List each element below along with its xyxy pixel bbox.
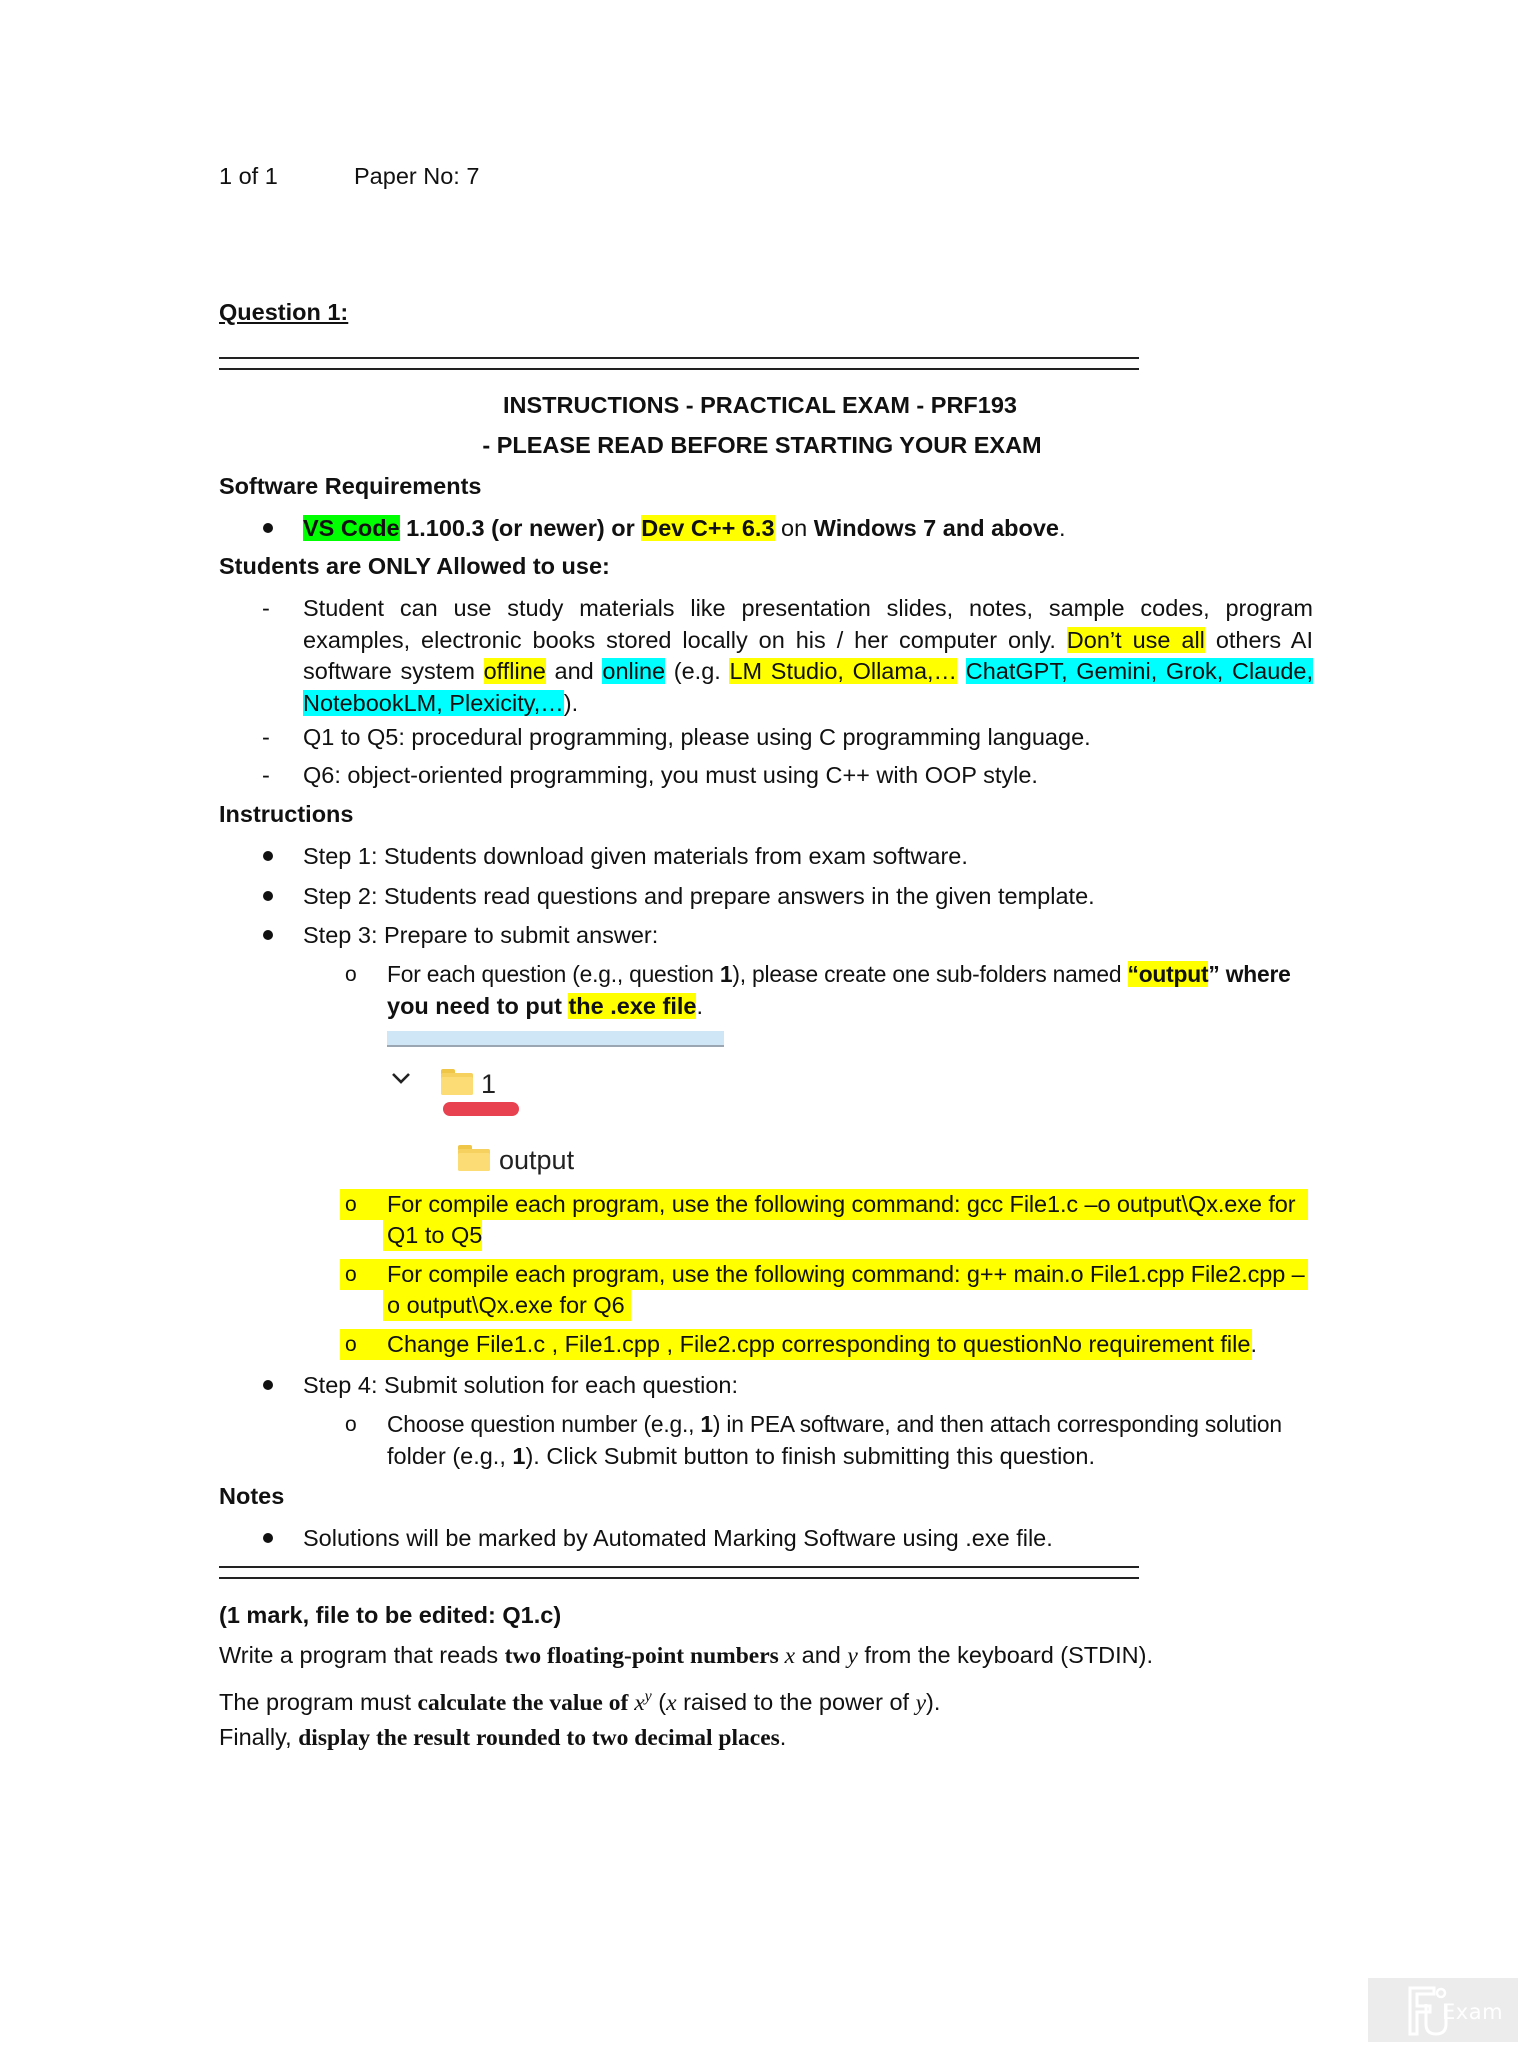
paper-number: Paper No: 7	[354, 163, 480, 189]
bullet-dot-icon	[263, 523, 273, 533]
step-4-sub-num: 1	[700, 1411, 713, 1437]
offline-highlight: offline	[483, 658, 546, 684]
instructions-subtitle	[0, 430, 1524, 461]
allowed-item-1	[303, 593, 1313, 719]
q-line-2-e: ).	[926, 1688, 941, 1715]
chevron-down-icon[interactable]	[390, 1070, 412, 1091]
allowed-item-2: Q1 to Q5: procedural programming, please using C programming language.	[303, 724, 1091, 750]
allowed-item-1-eg: (e.g.	[665, 658, 730, 684]
step-4-sub-text-c: folder (e.g.,	[387, 1443, 513, 1469]
step-3-sub-2-line-1: For compile each program, use the following command: gcc File1.c –o output\Qx.exe for	[387, 1191, 1296, 1217]
step-3-sub-1-text-c: ” where	[1208, 961, 1291, 987]
step-3-sub-2-line-2: Q1 to Q5	[387, 1222, 483, 1248]
allowed-item-1-text-b: others AI software system	[303, 626, 1313, 684]
instructions-title-text: INSTRUCTIONS - PRACTICAL EXAM - PRF193	[503, 392, 1017, 418]
instructions-heading: Instructions	[219, 801, 354, 827]
step-1: Step 1: Students download given materials from exam software.	[303, 843, 968, 869]
exe-file-highlight: the .exe file	[568, 993, 697, 1019]
cloud-ai-highlight: ChatGPT, Gemini, Grok, Claude, NotebookLM, Plexicity,…	[303, 658, 1313, 716]
bullet-dot-icon	[263, 930, 273, 940]
circle-bullet-icon: o	[345, 1263, 357, 1286]
step-3-sub-3-line-2: o output\Qx.exe for Q6	[387, 1292, 625, 1318]
circle-bullet-icon: o	[345, 1413, 357, 1436]
allowed-item-1-and: and	[545, 658, 603, 684]
q-var-x: x	[666, 1689, 677, 1716]
separator-top	[219, 357, 1139, 370]
software-os: Windows 7 and above	[813, 515, 1060, 541]
q-line-1-and: and	[795, 1642, 848, 1668]
vscode-version: 1.100.3 (or newer) or	[399, 515, 642, 541]
step-4-sub-text-d: ). Click Submit button to finish submitting this question.	[525, 1443, 1095, 1469]
q-line-2-b: calculate the value of	[417, 1689, 635, 1716]
step-3-sub-4: Change File1.c , File1.cpp , File2.cpp corresponding to questionNo requirement file.	[387, 1331, 1257, 1357]
step-4-sub-line-2	[387, 1441, 1095, 1472]
instructions-subtitle-text: - PLEASE READ BEFORE STARTING YOUR EXAM	[482, 432, 1042, 458]
software-line	[303, 513, 1066, 544]
allowed-item-1-end: ).	[563, 689, 579, 716]
allowed-item-3: Q6: object-oriented programming, you must using C++ with OOP style.	[303, 762, 1038, 788]
instructions-title	[0, 390, 1524, 421]
watermark-text: Exam	[1442, 2000, 1504, 2024]
q-line-2-d: raised to the power of	[676, 1688, 916, 1715]
q-exponent-y: y	[644, 1688, 652, 1705]
step-3-sub-1-end: .	[696, 993, 703, 1019]
step-4-sub-num-2: 1	[512, 1443, 526, 1469]
exam-watermark	[1368, 1978, 1518, 2042]
folder-child-label[interactable]: output	[499, 1145, 575, 1175]
software-on: on	[774, 515, 814, 541]
step-4-sub-text-a: Choose question number (e.g.,	[387, 1411, 701, 1437]
question-line-3	[219, 1722, 786, 1754]
step-3-sub-1-text-a: For each question (e.g., question	[387, 961, 720, 987]
q-var-y: y	[915, 1689, 927, 1716]
step-4: Step 4: Submit solution for each question:	[303, 1372, 739, 1398]
page-count: 1 of 1	[219, 163, 278, 189]
question-line-1	[219, 1640, 1153, 1672]
dash-bullet: -	[262, 724, 270, 750]
q-line-2-c: (	[651, 1688, 667, 1715]
q-var-x: x	[634, 1689, 645, 1716]
q-line-2-a: The program must	[219, 1688, 418, 1715]
explorer-selection-bar	[387, 1031, 724, 1047]
q-line-3-b: display the result rounded to two decimal places	[298, 1725, 780, 1751]
folder-icon	[458, 1145, 490, 1171]
vscode-highlight: VS Code	[303, 515, 400, 541]
dash-bullet: -	[262, 762, 270, 788]
folder-parent-label[interactable]: 1	[481, 1069, 497, 1099]
allowed-heading: Students are ONLY Allowed to use:	[219, 553, 610, 579]
step-3: Step 3: Prepare to submit answer:	[303, 922, 659, 948]
q-var-x: x	[784, 1643, 796, 1669]
q-line-3-c: .	[779, 1724, 787, 1750]
step-3-sub-1-line-1	[387, 959, 1291, 990]
step-3-sub-1-num: 1	[719, 961, 733, 987]
allowed-item-1-text: Student can use study materials like presentation slides, notes, sample codes, program examples, electronic books stored locally on his / her computer only.	[303, 595, 1313, 653]
software-heading: Software Requirements	[219, 473, 482, 499]
step-2: Step 2: Students read questions and prepare answers in the given template.	[303, 883, 1095, 909]
dash-bullet: -	[262, 595, 270, 621]
question-mark-info: (1 mark, file to be edited: Q1.c)	[219, 1602, 562, 1628]
red-underline-mark	[443, 1102, 519, 1116]
bullet-dot-icon	[263, 891, 273, 901]
step-3-sub-3-line-1: For compile each program, use the following command: g++ main.o File1.cpp File2.cpp –	[387, 1261, 1305, 1287]
software-end: .	[1059, 515, 1066, 541]
question-title: Question 1:	[219, 299, 349, 325]
step-4-sub-text-b: ) in PEA software, and then attach corresponding solution	[712, 1411, 1282, 1437]
step-3-sub-1-text-d: you need to put	[387, 993, 569, 1019]
bullet-dot-icon	[263, 851, 273, 861]
notes-item-1: Solutions will be marked by Automated Marking Software using .exe file.	[303, 1525, 1053, 1551]
folder-icon	[441, 1069, 473, 1095]
bullet-dot-icon	[263, 1380, 273, 1390]
circle-bullet-icon: o	[345, 1193, 357, 1216]
output-highlight: “output	[1127, 961, 1209, 987]
notes-heading: Notes	[219, 1483, 285, 1509]
separator-bottom	[219, 1566, 1139, 1579]
q-line-1-c: from the keyboard (STDIN).	[857, 1642, 1153, 1668]
dont-use-highlight: Don’t use all	[1066, 626, 1205, 653]
step-3-sub-1-text-b: ), please create one sub-folders named	[732, 961, 1128, 987]
q-line-1-b: two floating-point numbers	[504, 1643, 785, 1669]
q-var-y: y	[847, 1643, 858, 1669]
step-4-sub-line-1	[387, 1409, 1282, 1440]
question-line-2	[219, 1681, 940, 1719]
bullet-dot-icon	[263, 1533, 273, 1543]
circle-bullet-icon: o	[345, 1333, 357, 1356]
allowed-item-1-space	[957, 658, 966, 684]
online-highlight: online	[602, 658, 666, 684]
circle-bullet-icon: o	[345, 963, 357, 986]
local-ai-highlight: LM Studio, Ollama,…	[729, 658, 958, 684]
q-line-1-a: Write a program that reads	[219, 1642, 505, 1668]
step-3-sub-1-line-2	[387, 991, 703, 1022]
devcpp-highlight: Dev C++ 6.3	[641, 515, 775, 541]
q-line-3-a: Finally,	[219, 1724, 299, 1750]
